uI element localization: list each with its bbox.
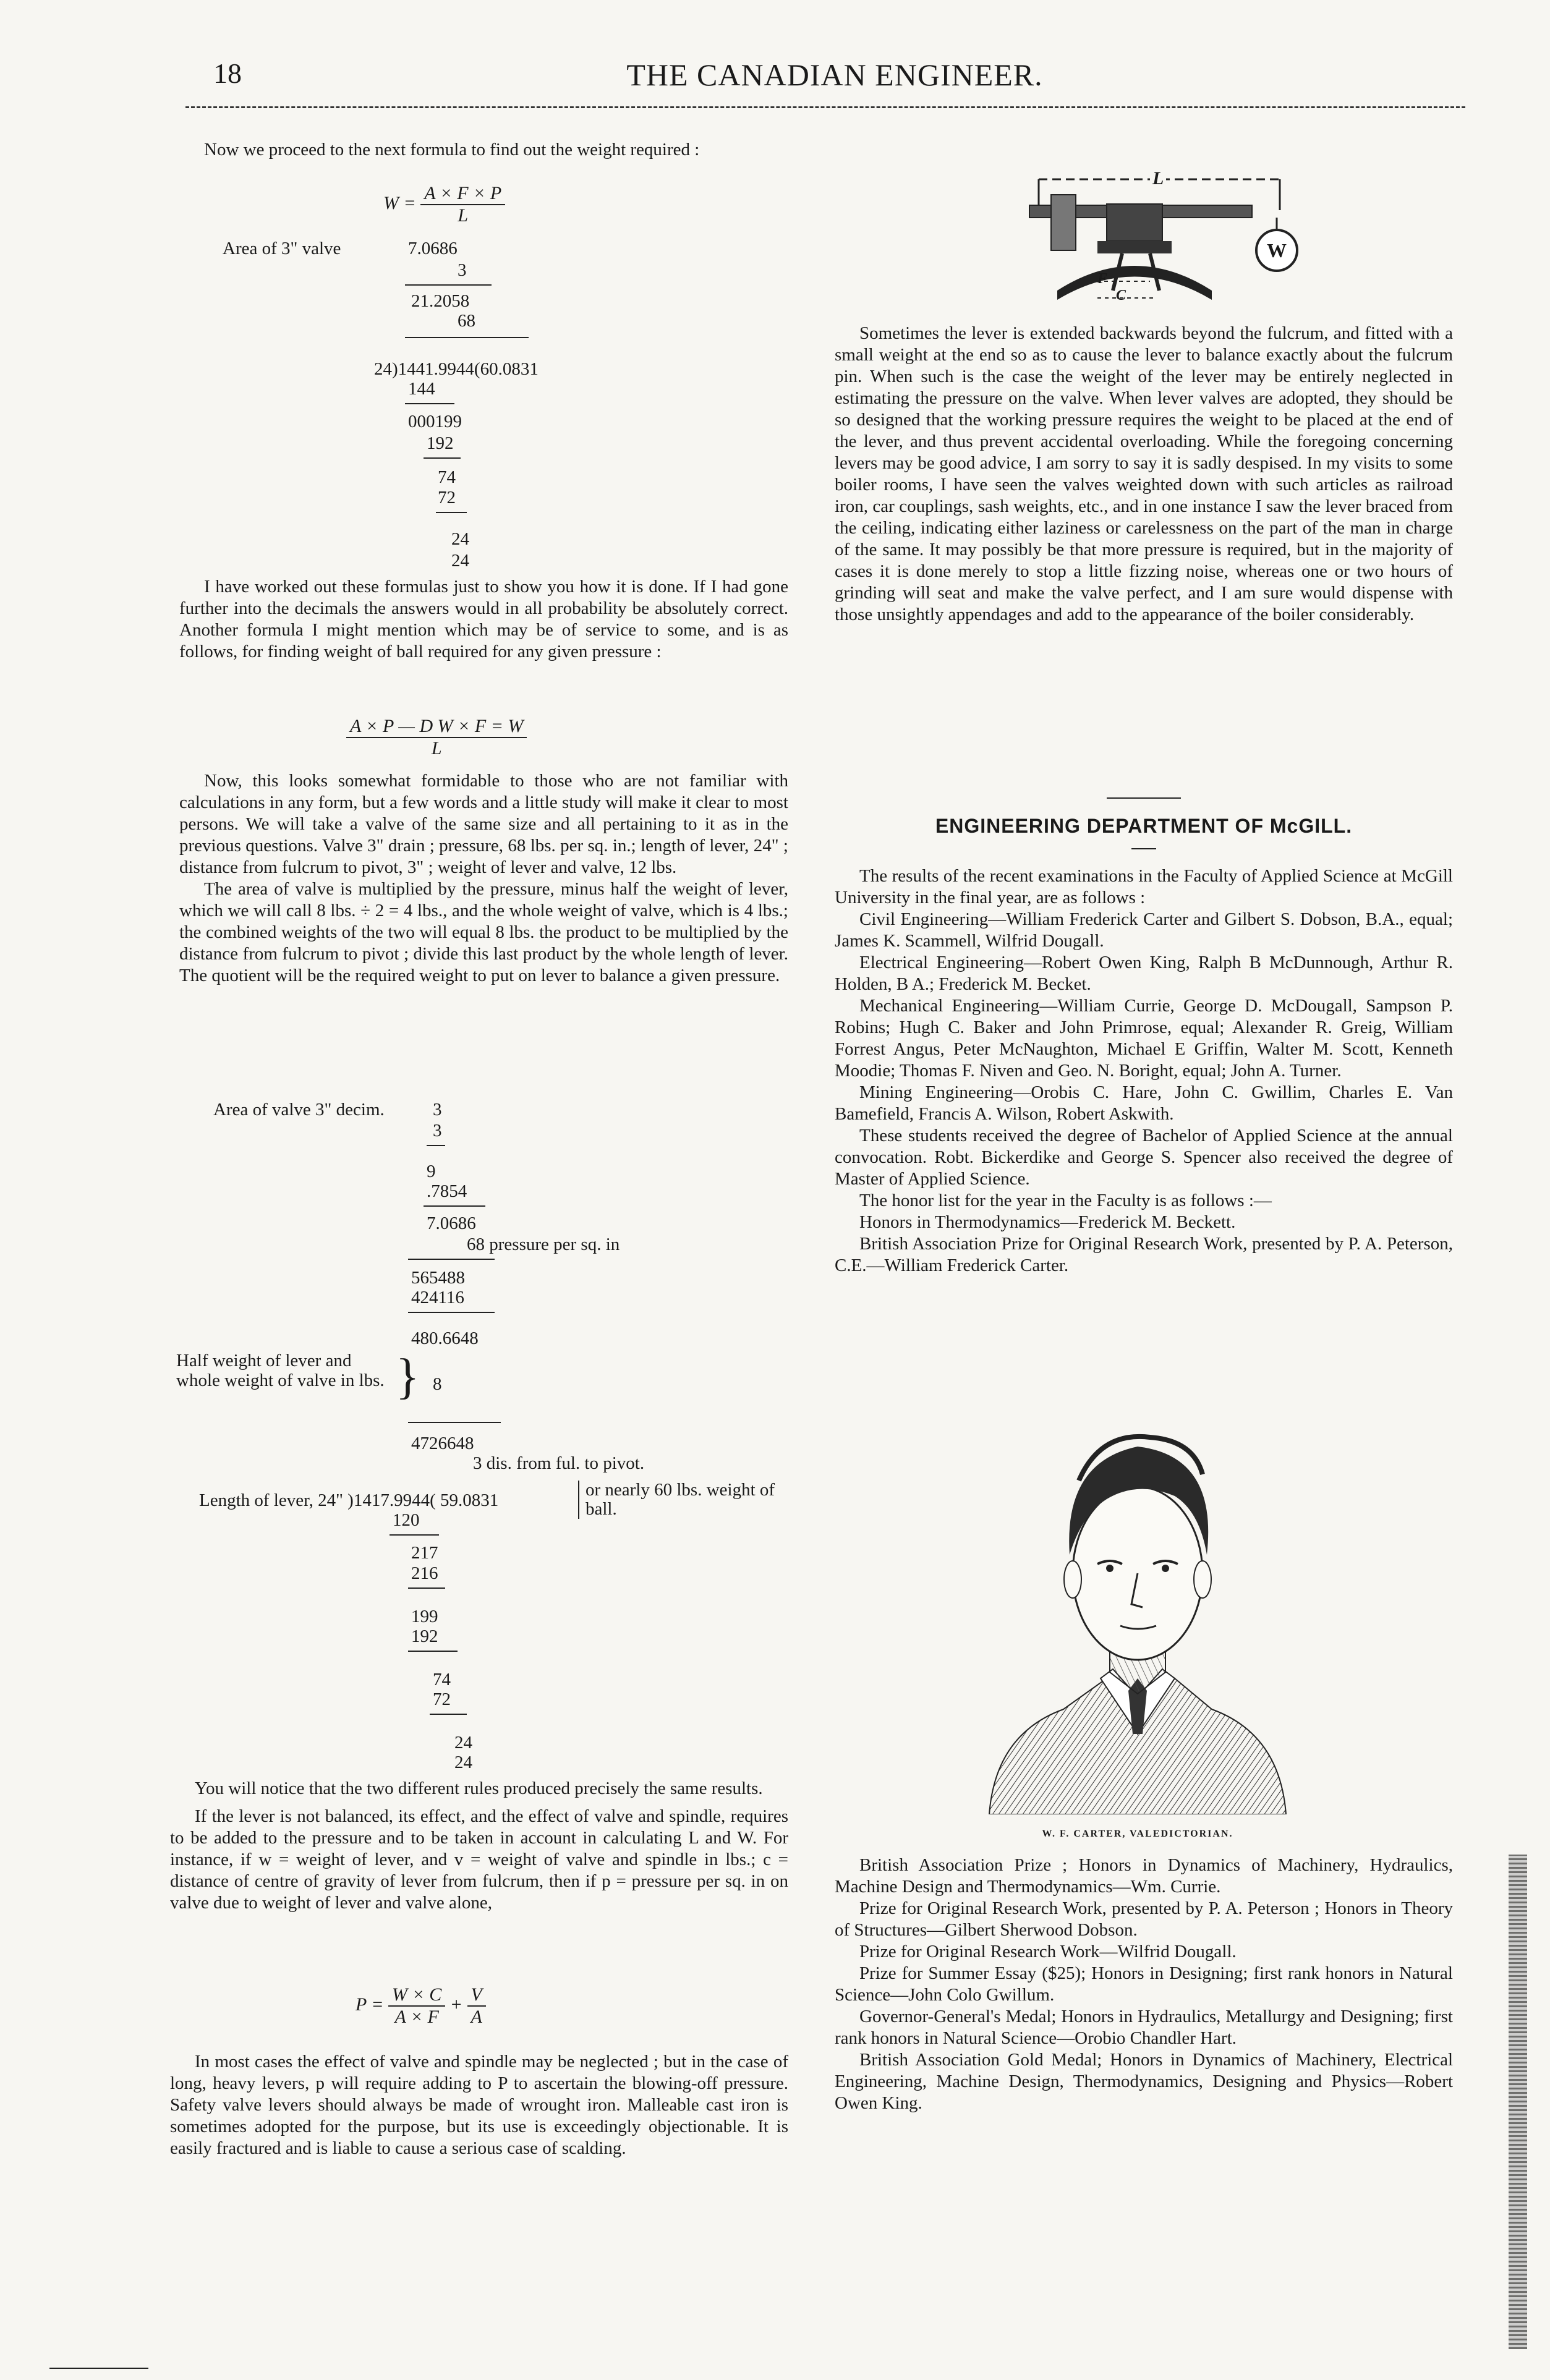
paragraph: Governor-General's Medal; Honors in Hydraulics, Metallurgy and Designing; first rank honors in Natural Science—Orobio Chandler Hart. [835, 2007, 1453, 2048]
calc-line: 68 pressure per sq. in [467, 1235, 620, 1254]
calc-line: 7.0686 [427, 1213, 476, 1233]
calc-line: .7854 [427, 1181, 467, 1201]
paragraph: Mechanical Engineering—William Currie, George D. McDougall, Sampson P. Robins; Hugh C. Baker and John Primrose, equal; Alexander R. Greig, William Forrest Angus, Peter McNaughton, Michael E Griffin, Walter M. Scott, Kenneth Moodie; Thomas F. Niven and Geo. N. Boright, equal; John A. Turner. [835, 996, 1453, 1081]
paragraph: Civil Engineering—William Frederick Carter and Gilbert S. Dobson, B.A., equal; James K. Scammell, Wilfrid Dougall. [835, 909, 1453, 951]
diagram-label-l: L [1150, 168, 1166, 189]
paragraph: Honors in Thermodynamics—Frederick M. Beckett. [859, 1212, 1236, 1232]
calc-line: 24 [454, 1733, 472, 1753]
formula-lhs: P = [356, 1994, 384, 2015]
formula-denominator: A × F [394, 2007, 439, 2027]
calc-line: 3 [433, 1100, 442, 1120]
diagram-label-c: C [1116, 287, 1126, 304]
calc-line: 480.6648 [411, 1328, 479, 1348]
calc-line: 8 [433, 1374, 442, 1394]
paragraph: The area of valve is multiplied by the pressure, minus half the weight of lever, which we will call 8 lbs. ÷ 2 = 4 lbs., and the whole weight of valve, which is 4 lbs.; the combined weights of the two will equal 8 lbs. the product to be multiplied by the distance from fulcrum to pivot ; divide this last product by the whole length of lever. The quotient will be the required weight to put on lever to balance a given pressure. [179, 879, 788, 985]
paragraph: Electrical Engineering—Robert Owen King, Ralph B McDunnough, Arthur R. Holden, B A.; Frederick M. Becket. [835, 953, 1453, 994]
calc-line: 24 [454, 1753, 472, 1772]
paragraph: Prize for Original Research Work, presented by P. A. Peterson ; Honors in Theory of Structures—Gilbert Sherwood Dobson. [835, 1898, 1453, 1940]
calc-line: 9 [427, 1162, 436, 1181]
paragraph: These students received the degree of Bachelor of Applied Science at the annual convocation. Robt. Bickerdike and George S. Spencer also received the degree of Master of Applied Science. [835, 1126, 1453, 1189]
paragraph: The results of the recent examinations in the Faculty of Applied Science at McGill University in the final year, are as follows : [835, 866, 1453, 907]
diagram-label-f: F [1097, 271, 1108, 287]
area-label: Area of 3" valve [223, 239, 341, 258]
calc-line: 74 [433, 1670, 451, 1689]
left-column-5 [170, 2051, 788, 2159]
formula-numerator: A × F × P [420, 183, 505, 205]
calc-line: 192 [427, 433, 454, 453]
paragraph: Prize for Summer Essay ($25); Honors in Designing; first rank honors in Natural Science—John Colo Gwillum. [835, 1963, 1453, 2005]
formula-numerator: A × P — D W × F = W [346, 716, 527, 738]
section-divider [1107, 797, 1181, 799]
portrait-image [977, 1388, 1298, 1814]
area-label: Area of valve 3" decim. [213, 1100, 385, 1120]
header-divider [185, 106, 1465, 108]
formula-weight [383, 183, 505, 226]
calc-line: 3 [458, 260, 467, 280]
formula-numerator: V [467, 1984, 486, 2007]
paragraph: The honor list for the year in the Faculty is as follows :— [859, 1191, 1272, 1210]
bottom-rule [49, 2368, 148, 2369]
left-column [179, 139, 788, 161]
formula-denominator: A [471, 2007, 482, 2027]
calc-line: 000199 [408, 412, 462, 431]
left-column-2 [179, 576, 788, 663]
formula-denominator: L [458, 205, 469, 226]
paragraph: In most cases the effect of valve and spindle may be neglected ; but in the case of long, heavy levers, p will require adding to P to ascertain the blowing-off pressure. Safety valve levers should always be made of wrought iron. Malleable cast iron is sometimes adopted for the purpose, but its use is exceedingly objectionable. It is easily fractured and is liable to cause a serious case of scalding. [170, 2052, 788, 2158]
right-column [835, 323, 1453, 626]
formula-numerator: W × C [388, 1984, 445, 2007]
brace: } [396, 1349, 420, 1404]
left-column-4 [170, 1778, 788, 1914]
formula-lhs: W = [383, 192, 416, 213]
calc-line: 74 [438, 467, 456, 487]
calc-line: 7.0686 [408, 239, 458, 258]
calc-line: 72 [433, 1689, 451, 1709]
paragraph: Sometimes the lever is extended backwards beyond the fulcrum, and fitted with a small weight at the end so as to cause the lever to balance exactly about the fulcrum pin. When such is the case the weight of the lever may be entirely neglected in estimating the pressure on the valve. When lever valves are adopted, they should be so designed that the working pressure requires the weight to be placed at the end of the lever, and thus prevent accidental overloading. While the foregoing concerning levers may be good advice, I am sorry to say it is sadly despised. In my visits to some boiler rooms, I have seen the valves weighted down with such articles as railroad iron, car couplings, sash weights, etc., and in one instance I saw the lever braced from the ceiling, indicating either laziness or carelessness on the part of the man in charge of the same. It may possibly be that more pressure is required, but in the majority of cases it is done merely to stop a little fizzing noise, whereas one or two hours of grinding will seat and make the valve perfect, and I am sure would dispense with those unsightly appendages and add to the appearance of the boiler considerably. [835, 323, 1453, 624]
calc-line: 217 [411, 1543, 438, 1563]
calc-line: 24 [451, 529, 469, 549]
paragraph: I have worked out these formulas just to show you how it is done. If I had gone further into the decimals the answers would in all probability be absolutely correct. Another formula I might mention which may be of service to some, and is as follows, for finding weight of ball required for any given pressure : [179, 577, 788, 661]
calc-line: 120 [393, 1510, 420, 1530]
nearly-note: or nearly 60 lbs. weight of ball. [578, 1481, 796, 1519]
paragraph: British Association Gold Medal; Honors in Dynamics of Machinery, Electrical Engineering, Machine Design, Thermodynamics, Designing and Physics—Robert Owen King. [835, 2050, 1453, 2113]
formula-pressure [356, 1984, 486, 2028]
formula-denominator: L [431, 738, 442, 759]
paragraph: British Association Prize ; Honors in Dynamics of Machinery, Hydraulics, Machine Design and Thermodynamics—Wm. Currie. [835, 1855, 1453, 1897]
formula-plus: + [449, 1994, 463, 2015]
calc-line: 199 [411, 1607, 438, 1626]
paragraph: Prize for Original Research Work—Wilfrid Dougall. [859, 1942, 1237, 1961]
right-column-3 [835, 1855, 1453, 2114]
formula-ball-weight [346, 716, 527, 759]
calc-line: 192 [411, 1626, 438, 1646]
calc-line: 565488 [411, 1268, 465, 1288]
calc-line: 3 [433, 1121, 442, 1141]
portrait-engraving [977, 1388, 1298, 1814]
lever-diagram [964, 167, 1311, 315]
lever-illustration [964, 167, 1311, 315]
section-divider [1131, 848, 1156, 849]
right-column-2 [835, 865, 1453, 1277]
paragraph: Now, this looks somewhat formidable to those who are not familiar with calculations in any form, but a few words and a little study will make it clear to most persons. We will take a valve of the same size and all pertaining to it as in the previous questions. Valve 3" drain ; pressure, 68 lbs. per sq. in.; length of lever, 24" ; distance from fulcrum to pivot, 3" ; weight of lever and valve, 12 lbs. [179, 771, 788, 877]
paragraph: You will notice that the two different rules produced precisely the same results. [195, 1779, 763, 1798]
paragraph: If the lever is not balanced, its effect, and the effect of valve and spindle, requires to be added to the pressure and to be taken in account in calculating L and W. For instance, if w = weight of lever, and v = weight of valve and spindle in lbs.; c = distance of centre of gravity of lever from fulcrum, then if p = pressure per sq. in on valve due to weight of lever and valve alone, [170, 1806, 788, 1913]
paragraph: Now we proceed to the next formula to find out the weight required : [204, 140, 700, 159]
scan-edge [1509, 1855, 1527, 2349]
left-column-3 [179, 770, 788, 987]
calc-line: 24 [451, 551, 469, 571]
page-title: THE CANADIAN ENGINEER. [626, 57, 1043, 92]
paragraph: Mining Engineering—Orobis C. Hare, John C. Gwillim, Charles E. Van Bamefield, Francis A. Wilson, Robert Askwith. [835, 1082, 1453, 1124]
calc-line: 3 dis. from ful. to pivot. [473, 1453, 645, 1473]
calc-line: 72 [438, 488, 456, 508]
paragraph: British Association Prize for Original Research Work, presented by P. A. Peterson, C.E.—William Frederick Carter. [835, 1234, 1453, 1275]
diagram-label-w: W [1267, 239, 1287, 261]
calc-line: 24)1441.9944(60.0831 [374, 359, 539, 379]
section-heading: ENGINEERING DEPARTMENT OF McGILL. [935, 815, 1353, 837]
calc-line: 424116 [411, 1288, 464, 1307]
calc-line: 216 [411, 1563, 438, 1583]
calc-line: 68 [458, 311, 475, 331]
portrait-caption: W. F. CARTER, VALEDICTORIAN. [1042, 1829, 1233, 1839]
calc-line: 144 [408, 379, 435, 399]
half-weight-label: Half weight of lever and whole weight of valve in lbs. [176, 1351, 385, 1390]
length-calc: Length of lever, 24" )1417.9944( 59.0831 [199, 1490, 499, 1510]
calc-line: 4726648 [411, 1434, 474, 1453]
calc-line: 21.2058 [411, 291, 470, 311]
page-number: 18 [213, 57, 242, 89]
